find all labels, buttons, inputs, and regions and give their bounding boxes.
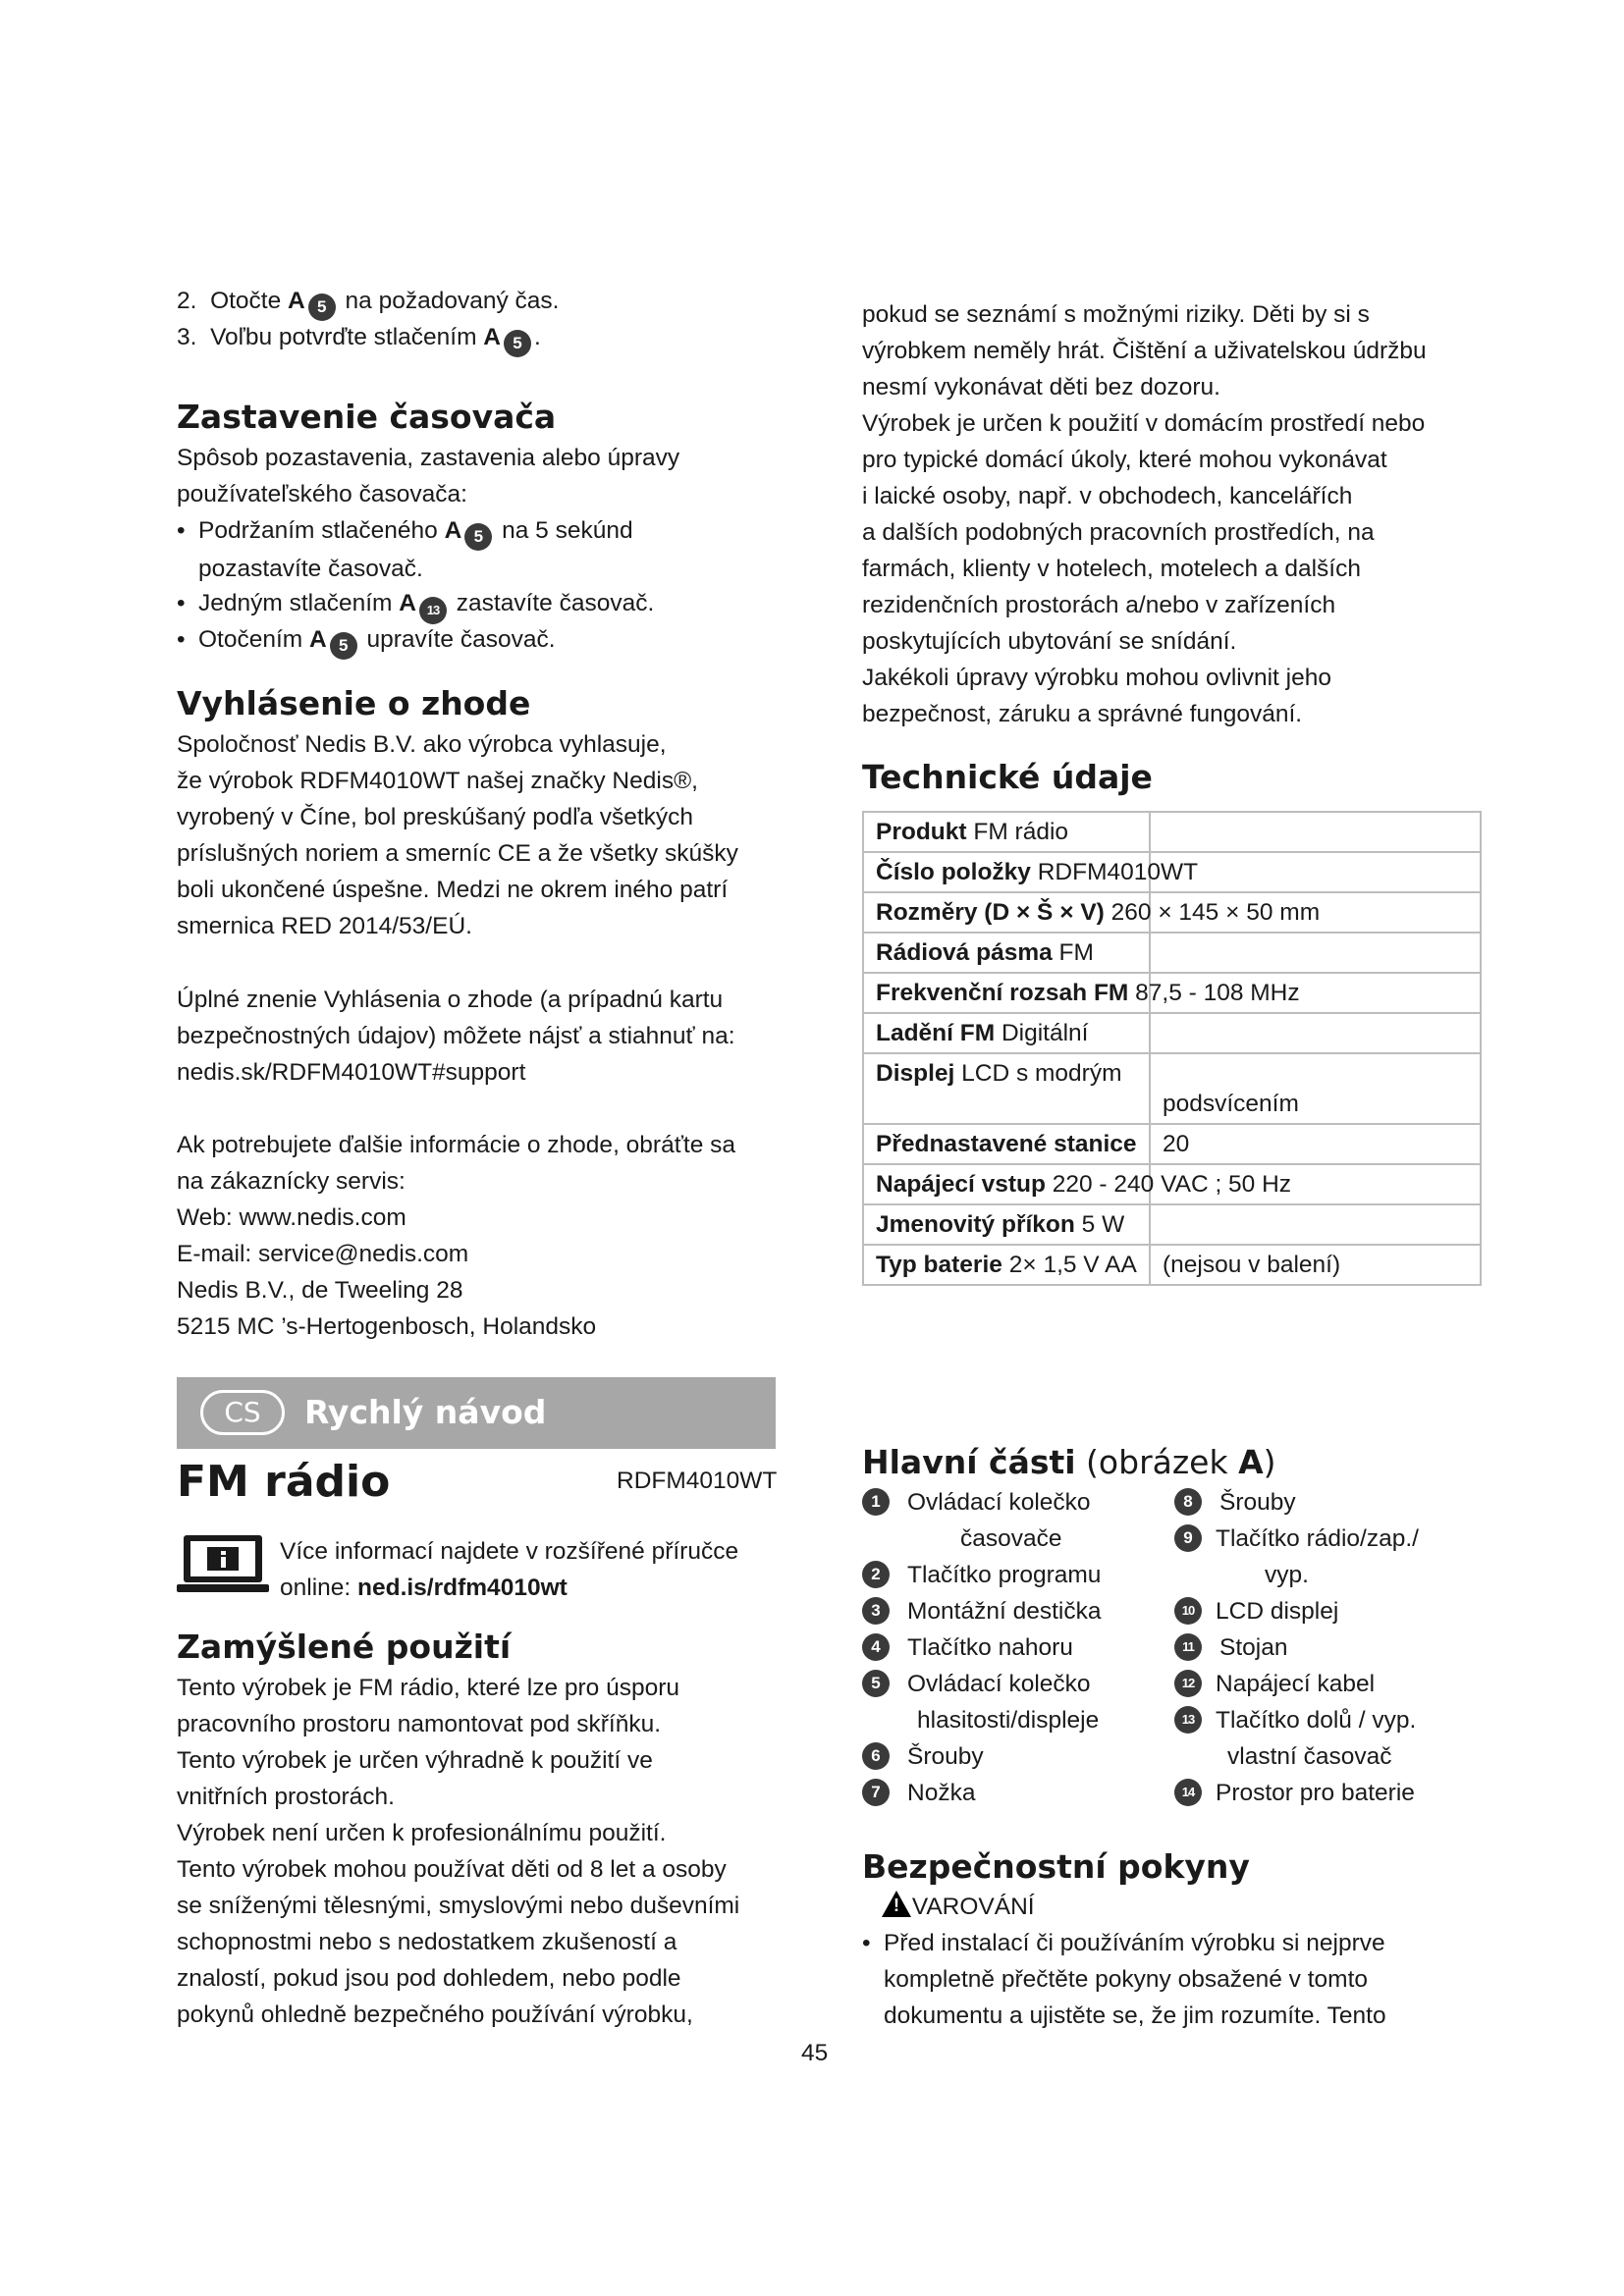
timer-bullet: • Otočením A 5 upravíte časovač. [177, 621, 556, 660]
timer-intro-line: používateľského časovača: [177, 481, 467, 507]
table-row: Rozměry (D × Š × V) 260 × 145 × 50 mm [863, 892, 1481, 933]
table-row: Jmenovitý příkon 5 W [863, 1204, 1481, 1245]
step-3: 3. Voľbu potvrďte stlačením A 5 . [177, 319, 541, 357]
conformity-heading: Vyhlásenie o zhode [177, 684, 531, 722]
table-row: Číslo položky RDFM4010WT [863, 852, 1481, 892]
language-badge: CS [200, 1390, 285, 1435]
laptop-info-icon [177, 1533, 269, 1594]
intended-use-text: Tento výrobek je FM rádio, které lze pro úsporu pracovního prostoru namontovat pod skříňku. Tento výrobek je určen výhradně k použití ve vnitřních prostorách. Výrobek není určen k profesionálnímu použití. Tento výrobek mohou používat děti od 8 let a osoby se sníženými tělesnými, smyslovými nebo duševními schopnostmi nebo s nedostatkem zkušeností a znalostí, pokud jsou pod dohledem, nebo podle pokynů ohledně bezpečného používání výrobku, [177, 1675, 740, 2028]
support-link[interactable]: nedis.sk/RDFM4010WT#support [177, 1059, 526, 1086]
timer-bullet: • Jedným stlačením A 13 zastavíte časovač. [177, 585, 654, 624]
timer-heading: Zastavenie časovača [177, 398, 557, 436]
timer-bullet: • Podržaním stlačeného A 5 na 5 sekúnd pozastavíte časovač. [177, 517, 633, 582]
table-row: Displej LCD s modrým podsvícením [863, 1053, 1481, 1124]
banner-title: Rychlý návod [304, 1393, 547, 1431]
language-banner [177, 1377, 776, 1449]
intended-use-heading: Zamýšlené použití [177, 1628, 512, 1666]
table-row: Ladění FM Digitální [863, 1013, 1481, 1053]
table-row: Produkt FM rádio [863, 812, 1481, 852]
manual-link[interactable]: ned.is/rdfm4010wt [357, 1575, 568, 1601]
part-badge: 5 [330, 632, 357, 660]
spec-table [862, 811, 1482, 1286]
safety-heading: Bezpečnostní pokyny [862, 1847, 1250, 1886]
conformity-paragraph-3: Ak potrebujete ďalšie informácie o zhode, obráťte sa na zákaznícky servis: Web: www.nedis.com E-mail: service@nedis.com Nedis B.V., de Tweeling 28 5215 MC ’s-Hertogenbosch, Holandsko [177, 1132, 736, 1340]
part-badge: 5 [308, 294, 336, 321]
timer-intro-line: Spôsob pozastavenia, zastavenia alebo úpravy [177, 445, 680, 471]
conformity-paragraph-1: Spoločnosť Nedis B.V. ako výrobca vyhlasuje, že výrobok RDFM4010WT našej značky Nedis®, vyrobený v Číne, bol preskúšaný podľa všetkých príslušných noriem a smerníc CE a že všetky skúšky boli ukončené úspešne. Medzi ne okrem iného patrí smernica RED 2014/53/EÚ. [177, 731, 738, 939]
intended-use-continued: pokud se seznámí s možnými riziky. Děti by si s výrobkem neměly hrát. Čištění a uživatelskou údržbu nesmí vykonávat děti bez dozoru. Výrobek je určen k použití v domácím prostředí nebo pro typické domácí úkoly, které mohou vykonávat i laické osoby, např. v obchodech, kancelářích a dalších podobných pracovních prostředích, na farmách, klienty v hotelech, motelech a dalších rezidenčních prostorách a/nebo v zařízeních poskytujících ubytování se snídání. Jakékoli úpravy výrobku mohou ovlivnit jeho bezpečnost, záruku a správné fungování. [862, 301, 1427, 727]
product-title: FM rádio [177, 1457, 391, 1507]
page-number: 45 [801, 2040, 829, 2066]
model-code: RDFM4010WT [617, 1468, 778, 1494]
safety-bullet: • Před instalací či používáním výrobku si nejprve kompletně přečtěte pokyny obsažené v tomto dokumentu a ujistěte se, že jim rozumíte. Tento [862, 1930, 1386, 2029]
table-row: Typ baterie 2× 1,5 V AA (nejsou v balení) [863, 1245, 1481, 1285]
spec-heading: Technické údaje [862, 758, 1153, 796]
part-badge: 5 [504, 330, 531, 357]
part-badge: 5 [464, 523, 492, 551]
email-contact[interactable]: E-mail: service@nedis.com [177, 1241, 469, 1267]
warning-icon [882, 1891, 911, 1917]
warning-label: ! VAROVÁNÍ [903, 1889, 1035, 1925]
more-info-line: online: ned.is/rdfm4010wt [280, 1575, 568, 1601]
table-row: Rádiová pásma FM [863, 933, 1481, 973]
table-row: Frekvenční rozsah FM 87,5 - 108 MHz [863, 973, 1481, 1013]
parts-heading: Hlavní části (obrázek A) [862, 1443, 1276, 1481]
more-info-line: Více informací najdete v rozšířené příručce [280, 1538, 739, 1565]
web-contact[interactable]: Web: www.nedis.com [177, 1204, 406, 1231]
table-row: Přednastavené stanice 20 [863, 1124, 1481, 1164]
table-row: Napájecí vstup 220 - 240 VAC ; 50 Hz [863, 1164, 1481, 1204]
step-2: 2. Otočte A 5 na požadovaný čas. [177, 283, 560, 321]
part-badge: 13 [419, 597, 447, 624]
conformity-paragraph-2: Úplné znenie Vyhlásenia o zhode (a prípadnú kartu bezpečnostných údajov) môžete nájsť a stiahnuť na: nedis.sk/RDFM4010WT#support [177, 982, 735, 1091]
